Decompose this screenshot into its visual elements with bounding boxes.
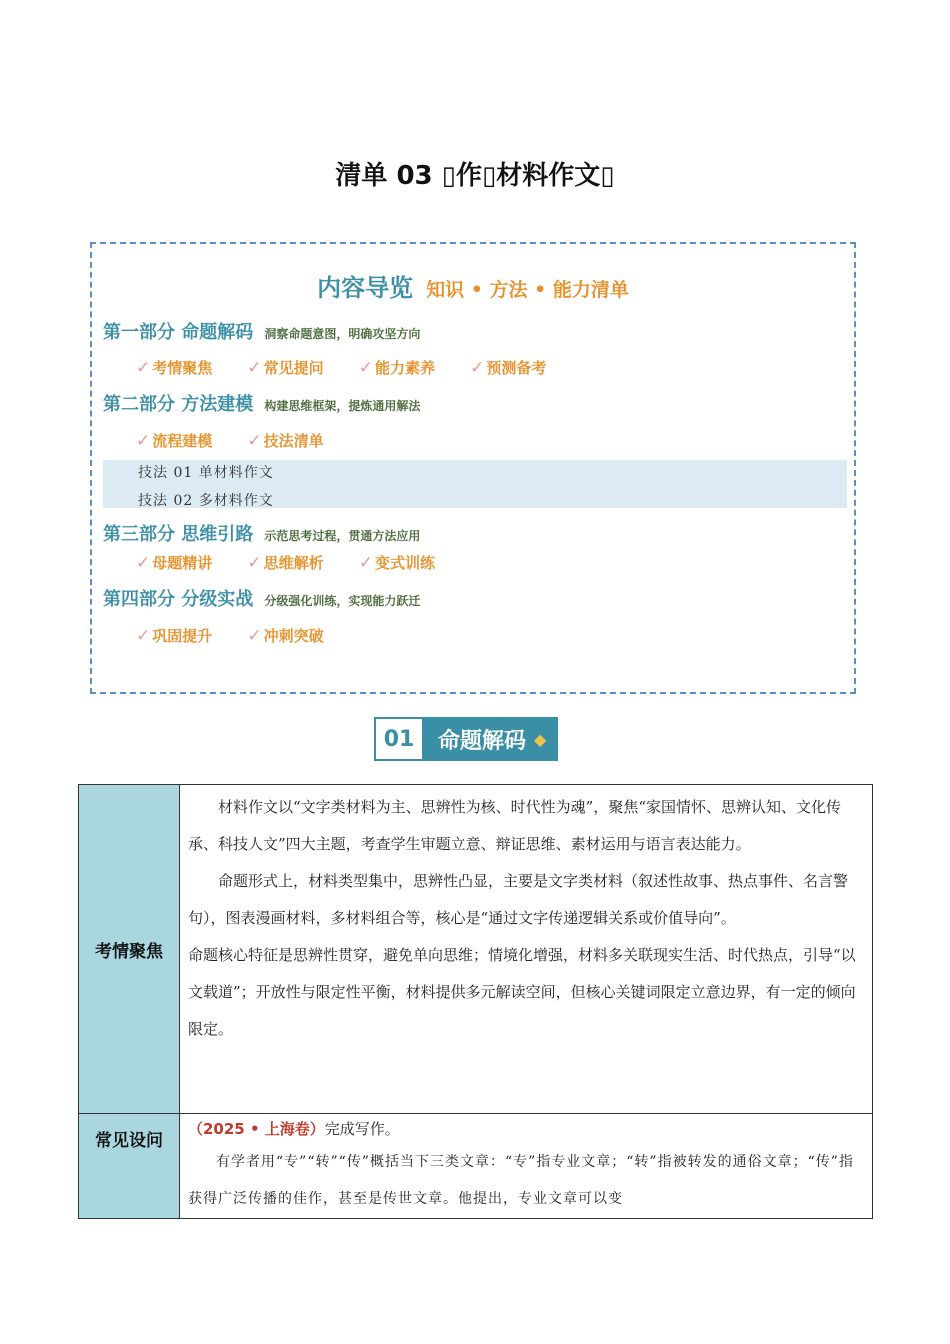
guide-header	[92, 268, 854, 303]
part-3-items	[136, 552, 465, 573]
part-2-items	[136, 430, 354, 451]
focus-paragraph-2: 命题形式上，材料类型集中，思辨性凸显，主要是文字类材料（叙述性故事、热点事件、名言警句），图表漫画材料，多材料组合等，核心是“通过文字传递逻辑关系或价值导向”。	[188, 872, 849, 927]
check-icon: ✓	[247, 626, 262, 646]
year-tag: （2025 • 上海卷）	[188, 1120, 325, 1138]
check-icon: ✓	[136, 553, 151, 573]
check-item[interactable]: ✓ 巩固提升	[136, 626, 213, 646]
question-paragraph: 有学者用“专”“转”“传”概括当下三类文章：“专”指专业文章；“转”指被转发的通俗文章；“传”指获得广泛传播的佳作，甚至是传世文章。他提出，专业文章可以变	[188, 1154, 854, 1207]
part-1-title: 第一部分 命题解码	[103, 322, 254, 343]
check-item[interactable]: ✓ 考情聚焦	[136, 358, 213, 378]
part-1-row	[103, 318, 420, 344]
check-icon: ✓	[247, 431, 262, 451]
part-3-desc: 示范思考过程，贯通方法应用	[264, 529, 421, 543]
technique-2[interactable]: 技法 02 多材料作文	[138, 493, 274, 509]
check-icon: ✓	[247, 358, 262, 378]
page-title: 清单 03 ▯作▯材料作文▯	[335, 161, 615, 191]
technique-1[interactable]: 技法 01 单材料作文	[138, 465, 274, 481]
part-2-title: 第二部分 方法建模	[103, 394, 254, 415]
part-3-row	[103, 520, 420, 546]
focus-paragraph-3: 命题核心特征是思辨性贯穿，避免单向思维；情境化增强，材料多关联现实生活、时代热点，引导“以文载道”；开放性与限定性平衡，材料提供多元解读空间，但核心关键词限定立意边界，有一定的倾向限定。	[188, 946, 856, 1038]
question-task: 完成写作。	[324, 1120, 400, 1138]
focus-paragraph-1: 材料作文以“文字类材料为主、思辨性为核、时代性为魂”，聚焦“家国情怀、思辨认知、文化传承、科技人文”四大主题，考查学生审题立意、辩证思维、素材运用与语言表达能力。	[188, 798, 842, 853]
table-row	[79, 785, 873, 1114]
part-4-desc: 分级强化训练，实现能力跃迁	[264, 594, 421, 608]
check-item[interactable]: ✓ 预测备考	[470, 358, 547, 378]
check-item[interactable]: ✓ 母题精讲	[136, 553, 213, 573]
part-4-items	[136, 625, 354, 646]
part-4-row	[103, 585, 420, 611]
check-icon: ✓	[136, 626, 151, 646]
check-item[interactable]: ✓ 冲刺突破	[247, 626, 324, 646]
check-item[interactable]: ✓ 能力素养	[358, 358, 435, 378]
check-icon: ✓	[247, 553, 262, 573]
section-number: 01	[374, 717, 424, 761]
part-4-title: 第四部分 分级实战	[103, 589, 254, 610]
check-item[interactable]: ✓ 技法清单	[247, 431, 324, 451]
guide-heading-sub: 知识 • 方法 • 能力清单	[426, 279, 629, 301]
part-2-desc: 构建思维框架，提炼通用解法	[264, 399, 421, 413]
check-item[interactable]: ✓ 常见提问	[247, 358, 324, 378]
check-item[interactable]: ✓ 思维解析	[247, 553, 324, 573]
section-label: 命题解码 ◆	[424, 717, 558, 761]
techniques-box	[103, 460, 847, 508]
table-row	[79, 1114, 873, 1219]
check-item[interactable]: ✓ 变式训练	[358, 553, 435, 573]
row-label-questions: 常见设问	[79, 1114, 180, 1219]
diamond-icon: ◆	[534, 729, 547, 749]
check-icon: ✓	[470, 358, 485, 378]
content-guide-box	[90, 242, 856, 694]
part-2-row	[103, 390, 420, 416]
check-icon: ✓	[136, 358, 151, 378]
row-content-focus	[180, 785, 873, 1114]
check-icon: ✓	[358, 553, 373, 573]
section-banner	[374, 717, 558, 761]
check-item[interactable]: ✓ 流程建模	[136, 431, 213, 451]
check-icon: ✓	[358, 358, 373, 378]
part-3-title: 第三部分 思维引路	[103, 524, 254, 545]
check-icon: ✓	[136, 431, 151, 451]
row-label-focus: 考情聚焦	[79, 785, 180, 1114]
question-header	[188, 1114, 864, 1144]
guide-heading-main: 内容导览	[317, 274, 414, 302]
part-1-items	[136, 357, 576, 378]
part-1-desc: 洞察命题意图，明确攻坚方向	[264, 327, 421, 341]
row-content-questions	[180, 1114, 873, 1219]
exam-analysis-table	[78, 784, 873, 1219]
